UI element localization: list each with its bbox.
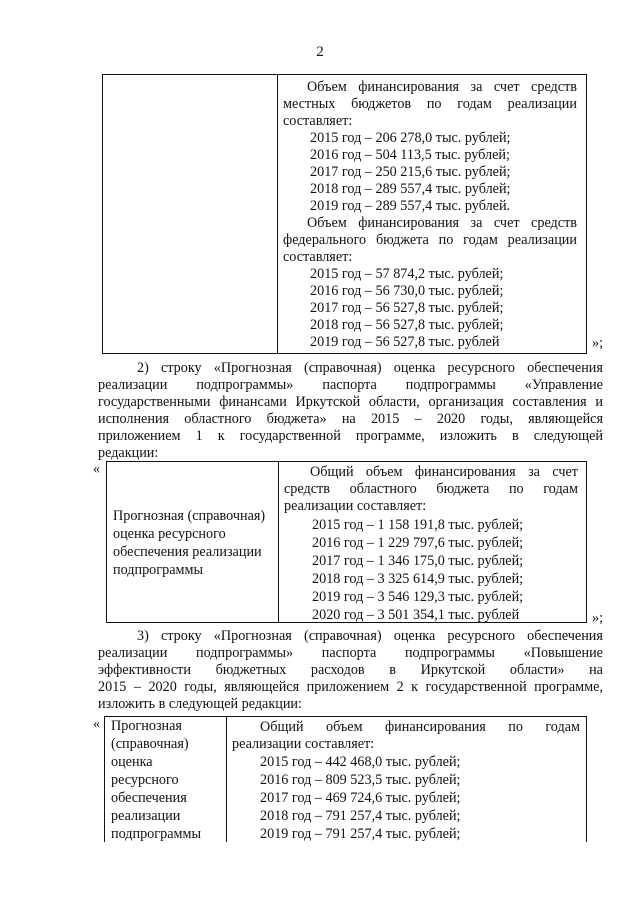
paragraph-3-line bbox=[98, 679, 603, 696]
word: оценка bbox=[393, 360, 436, 376]
word: 2 bbox=[396, 679, 404, 695]
table1-federal-year: 2015 год – 57 874,2 тыс. рублей; bbox=[310, 266, 504, 282]
table2-row-label: Прогнозная (справочная) bbox=[113, 508, 266, 524]
word: составления bbox=[512, 394, 587, 410]
table2-intro-line bbox=[310, 464, 578, 481]
word: за bbox=[470, 79, 483, 95]
word: финансирования bbox=[358, 79, 460, 95]
paragraph-2-line bbox=[98, 411, 603, 428]
word: по bbox=[508, 481, 524, 497]
table1-intro-line bbox=[283, 96, 577, 113]
word: бюджета» bbox=[266, 411, 327, 427]
word: на bbox=[589, 662, 603, 678]
word: государственными bbox=[98, 394, 211, 410]
table3-year: 2015 год – 442 468,0 тыс. рублей; bbox=[260, 754, 461, 770]
paragraph-3-line bbox=[137, 628, 603, 645]
word: за bbox=[528, 464, 540, 480]
word: паспорта bbox=[322, 377, 377, 393]
word: финансами bbox=[219, 394, 287, 410]
word: государственной bbox=[425, 679, 527, 695]
table2-intro-line bbox=[284, 481, 578, 498]
table3-year: 2016 год – 809 523,5 тыс. рублей; bbox=[260, 772, 461, 788]
word: счет bbox=[493, 215, 520, 231]
word: расходов bbox=[310, 662, 365, 678]
word: (справочная) bbox=[303, 360, 382, 376]
word: Общий bbox=[310, 464, 354, 480]
word: области» bbox=[509, 662, 565, 678]
word: программе, bbox=[355, 428, 425, 444]
word: по bbox=[426, 96, 442, 112]
table1-local-year: 2018 год – 289 557,4 тыс. рублей; bbox=[310, 181, 511, 197]
word: подпрограммы bbox=[405, 377, 496, 393]
table2-year: 2015 год – 1 158 191,8 тыс. рублей; bbox=[312, 517, 524, 533]
word: и bbox=[595, 394, 603, 410]
word: «Управление bbox=[524, 377, 603, 393]
word: годы, bbox=[184, 679, 217, 695]
word: 2020 bbox=[436, 411, 466, 427]
word: к bbox=[217, 428, 225, 444]
word: Объем bbox=[307, 215, 347, 231]
paragraph-2-line bbox=[98, 394, 603, 411]
word: изложить bbox=[439, 428, 497, 444]
table2-year: 2017 год – 1 346 175,0 тыс. рублей; bbox=[312, 553, 524, 569]
word: приложением bbox=[98, 428, 181, 444]
word: счет bbox=[493, 79, 520, 95]
word: являющейся bbox=[224, 679, 300, 695]
word: паспорта bbox=[321, 645, 377, 661]
word: «Прогнозная bbox=[213, 360, 292, 376]
table3-row-label: Прогнозная bbox=[111, 718, 182, 734]
word: подпрограммы bbox=[404, 645, 495, 661]
word: ресурсного bbox=[447, 628, 516, 644]
word: ресурсного bbox=[447, 360, 516, 376]
table2-year: 2019 год – 3 546 129,3 тыс. рублей; bbox=[312, 589, 524, 605]
word: средств bbox=[284, 481, 330, 497]
paragraph-2-line: редакции: bbox=[98, 445, 159, 461]
word: 2) bbox=[137, 360, 149, 376]
table1-federal-line bbox=[307, 215, 577, 232]
word: Объем bbox=[307, 79, 347, 95]
word: являющейся bbox=[528, 411, 603, 427]
table3-intro-line: реализации составляет: bbox=[232, 736, 375, 752]
table1-federal-year: 2018 год – 56 527,8 тыс. рублей; bbox=[310, 317, 504, 333]
word: 2015 bbox=[370, 411, 400, 427]
word: местных bbox=[283, 96, 336, 112]
table2-year: 2018 год – 3 325 614,9 тыс. рублей; bbox=[312, 571, 524, 587]
table3-year: 2019 год – 791 257,4 тыс. рублей; bbox=[260, 826, 461, 842]
word: счет bbox=[552, 464, 578, 480]
word: годам bbox=[545, 719, 580, 735]
closing-quote: »; bbox=[592, 335, 604, 351]
word: за bbox=[470, 215, 483, 231]
opening-quote: « bbox=[93, 461, 101, 477]
word: Общий bbox=[260, 719, 304, 735]
word: бюджетных bbox=[215, 662, 287, 678]
table2-year: 2020 год – 3 501 354,1 тыс. рублей bbox=[312, 607, 520, 623]
table1-federal-line bbox=[283, 232, 577, 249]
paragraph-3-line bbox=[98, 645, 603, 662]
word: реализации bbox=[507, 96, 577, 112]
word: Иркутской bbox=[420, 662, 486, 678]
paragraph-2-line bbox=[137, 360, 603, 377]
word: годы, bbox=[480, 411, 513, 427]
word: федерального bbox=[283, 232, 367, 248]
word: обеспечения bbox=[527, 360, 603, 376]
table3-year: 2018 год – 791 257,4 тыс. рублей; bbox=[260, 808, 461, 824]
column-divider bbox=[277, 75, 278, 353]
closing-quote: »; bbox=[592, 610, 604, 626]
column-divider bbox=[278, 462, 279, 622]
word: области, bbox=[368, 394, 420, 410]
word: в bbox=[511, 428, 519, 444]
table1-federal-year: 2017 год – 56 527,8 тыс. рублей; bbox=[310, 300, 504, 316]
word: бюджетов bbox=[351, 96, 412, 112]
word: «Прогнозная bbox=[213, 628, 292, 644]
word: объем bbox=[365, 464, 403, 480]
word: Иркутской bbox=[295, 394, 361, 410]
word: финансирования bbox=[358, 215, 460, 231]
table3-row-label: обеспечения bbox=[111, 790, 187, 806]
page-number: 2 bbox=[316, 44, 324, 60]
word: годам bbox=[543, 481, 578, 497]
word: строку bbox=[160, 360, 202, 376]
table1-intro-line bbox=[307, 79, 577, 96]
paragraph-3-line bbox=[98, 662, 603, 679]
word: эффективности bbox=[98, 662, 191, 678]
word: исполнения bbox=[98, 411, 170, 427]
table1-local-year: 2016 год – 504 113,5 тыс. рублей; bbox=[310, 147, 510, 163]
table2-intro-line: реализации составляет: bbox=[284, 498, 427, 514]
table2-year: 2016 год – 1 229 797,6 тыс. рублей; bbox=[312, 535, 524, 551]
paragraph-2-line bbox=[98, 428, 603, 445]
table1-local-year: 2015 год – 206 278,0 тыс. рублей; bbox=[310, 130, 511, 146]
word: следующей bbox=[533, 428, 603, 444]
table1-federal-line: составляет: bbox=[283, 249, 353, 265]
table2-row-label: оценка ресурсного bbox=[113, 526, 226, 542]
word: реализации bbox=[98, 645, 168, 661]
table2-row-label: подпрограммы bbox=[113, 562, 203, 578]
word: областного bbox=[349, 481, 417, 497]
word: организация bbox=[428, 394, 504, 410]
word: 3) bbox=[137, 628, 149, 644]
opening-quote: « bbox=[93, 716, 101, 732]
word: к bbox=[411, 679, 419, 695]
word: областного bbox=[184, 411, 252, 427]
word: «Повышение bbox=[523, 645, 603, 661]
word: 1 bbox=[195, 428, 203, 444]
word: финансирования bbox=[384, 719, 486, 735]
word: по bbox=[508, 719, 523, 735]
table1-intro-line: составляет: bbox=[283, 113, 353, 129]
word: – bbox=[414, 411, 422, 427]
word: государственной bbox=[239, 428, 341, 444]
paragraph-3-line: изложить в следующей редакции: bbox=[98, 696, 302, 712]
word: бюджета bbox=[375, 232, 429, 248]
word: годам bbox=[457, 96, 492, 112]
table3-row-label: (справочная) bbox=[111, 736, 189, 752]
word: финансирования bbox=[414, 464, 516, 480]
paragraph-2-line bbox=[98, 377, 603, 394]
word: бюджета bbox=[436, 481, 490, 497]
word: средств bbox=[531, 79, 577, 95]
table3-intro-line bbox=[260, 719, 580, 736]
table2-row-label: обеспечения реализации bbox=[113, 544, 262, 560]
word: подпрограммы» bbox=[196, 377, 294, 393]
word: приложением bbox=[306, 679, 390, 695]
word: годам bbox=[463, 232, 498, 248]
table1-federal-year: 2019 год – 56 527,8 тыс. рублей bbox=[310, 334, 500, 350]
word: на bbox=[341, 411, 356, 427]
word: программе, bbox=[534, 679, 603, 695]
word: средств bbox=[531, 215, 577, 231]
word: объем bbox=[325, 719, 363, 735]
word: реализации bbox=[98, 377, 168, 393]
table1-federal-year: 2016 год – 56 730,0 тыс. рублей; bbox=[310, 283, 504, 299]
table3-row-label: реализации bbox=[111, 808, 181, 824]
word: в bbox=[389, 662, 396, 678]
word: – bbox=[133, 679, 141, 695]
column-divider bbox=[226, 717, 227, 842]
table3-row-label: подпрограммы bbox=[111, 826, 201, 842]
word: по bbox=[438, 232, 454, 248]
word: оценка bbox=[393, 628, 436, 644]
table1-local-year: 2017 год – 250 215,6 тыс. рублей; bbox=[310, 164, 511, 180]
word: реализации bbox=[507, 232, 577, 248]
word: подпрограммы» bbox=[196, 645, 294, 661]
word: строку bbox=[160, 628, 202, 644]
word: 2020 bbox=[148, 679, 177, 695]
table3-year: 2017 год – 469 724,6 тыс. рублей; bbox=[260, 790, 461, 806]
table3-row-label: оценка bbox=[111, 754, 153, 770]
word: (справочная) bbox=[303, 628, 382, 644]
word: обеспечения bbox=[527, 628, 603, 644]
table1-local-year: 2019 год – 289 557,4 тыс. рублей. bbox=[310, 198, 511, 214]
word: 2015 bbox=[98, 679, 127, 695]
table3-row-label: ресурсного bbox=[111, 772, 179, 788]
